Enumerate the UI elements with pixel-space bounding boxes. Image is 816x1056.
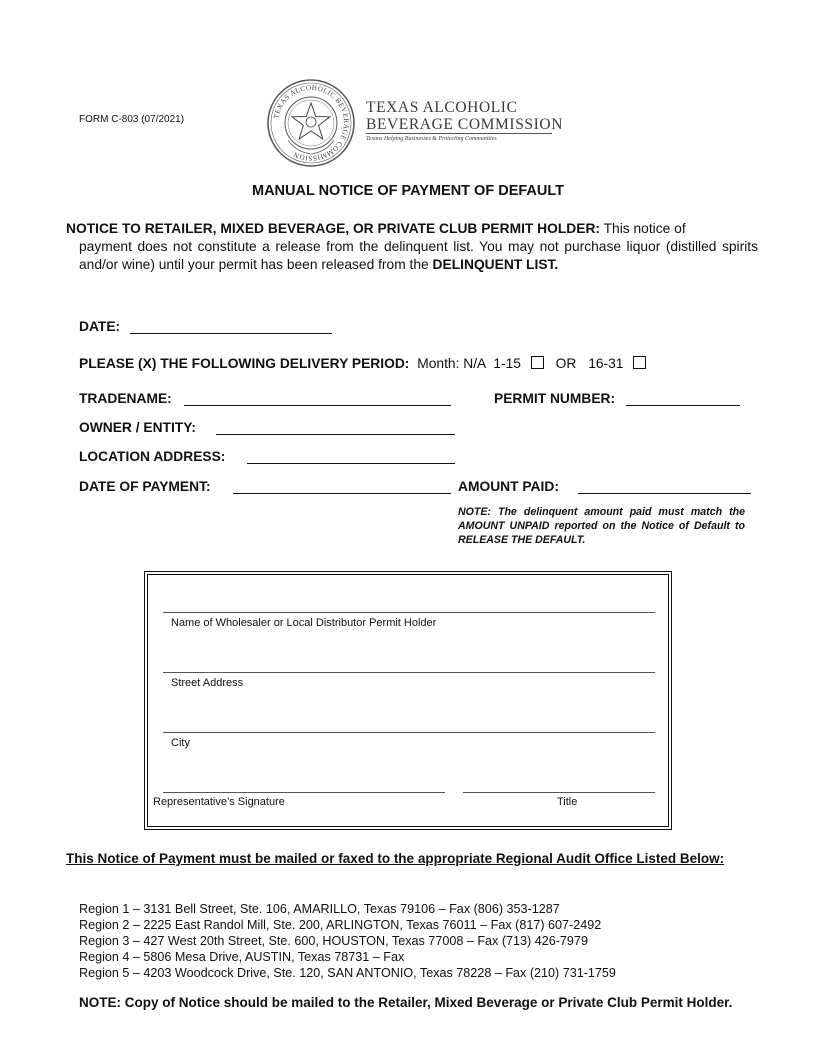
notice-text-2: payment does not constitute a release from the delinquent list. You may not purchase liquor (distilled spirits and/or wine) until your permit has been released from the [79,239,758,272]
signature-line[interactable] [163,792,445,793]
title-label: Title [557,796,578,808]
amount-note: NOTE: The delinquent amount paid must match the AMOUNT UNPAID reported on the Notice of Default to RELEASE THE DEFAULT. [458,506,745,546]
delivery-period-label: PLEASE (X) THE FOLLOWING DELIVERY PERIOD: [79,356,410,371]
delivery-month: Month: N/A [417,356,486,371]
date-of-payment-label: DATE OF PAYMENT: [79,479,211,494]
wholesaler-info-box [144,571,672,830]
region-5-address: Region 5 – 4203 Woodcock Drive, Ste. 120, SAN ANTONIO, Texas 78228 – Fax (210) 731-1759 [79,966,616,980]
delivery-period-row [79,356,646,371]
agency-name-line-1: TEXAS ALCOHOLIC [366,99,518,116]
agency-tagline: Texans Helping Businesses & Protecting Communities [366,136,497,142]
agency-divider [366,133,552,134]
city-label: City [171,737,190,749]
location-address-field[interactable] [247,463,455,464]
region-2-address: Region 2 – 2225 East Randol Mill, Ste. 200, ARLINGTON, Texas 76011 – Fax (817) 607-2492 [79,918,602,932]
form-number: FORM C-803 (07/2021) [79,114,185,125]
amount-paid-label: AMOUNT PAID: [458,479,559,494]
agency-name [366,99,563,142]
mailing-instructions: This Notice of Payment must be mailed or faxed to the appropriate Regional Audit Office Listed Below: [66,851,725,866]
region-4-address: Region 4 – 5806 Mesa Drive, AUSTIN, Texas 78731 – Fax [79,950,405,964]
period-16-31-checkbox[interactable] [633,356,646,369]
region-1-address: Region 1 – 3131 Bell Street, Ste. 106, AMARILLO, Texas 79106 – Fax (806) 353-1287 [79,902,560,916]
tradename-label: TRADENAME: [79,391,172,406]
permit-holder-notice [66,220,758,274]
street-address-label: Street Address [171,677,244,689]
location-address-label: LOCATION ADDRESS: [79,449,226,464]
date-label: DATE: [79,319,121,334]
wholesaler-name-label: Name of Wholesaler or Local Distributor Permit Holder [171,617,437,629]
final-note: NOTE: Copy of Notice should be mailed to the Retailer, Mixed Beverage or Private Club Permit Holder. [79,995,733,1010]
agency-name-line-2: BEVERAGE COMMISSION [366,116,563,133]
tabc-seal-logo [266,78,356,168]
date-of-payment-field[interactable] [233,493,451,494]
date-field[interactable] [130,333,332,334]
tradename-field[interactable] [184,405,451,406]
permit-number-label: PERMIT NUMBER: [494,391,616,406]
region-3-address: Region 3 – 427 West 20th Street, Ste. 600, HOUSTON, Texas 77008 – Fax (713) 426-7979 [79,934,588,948]
regional-offices-list [79,901,616,981]
page-title: MANUAL NOTICE OF PAYMENT OF DEFAULT [251,183,565,199]
period-16-31-label: 16-31 [588,356,624,371]
street-address-line[interactable] [163,672,655,673]
seal-text: TEXAS ALCOHOLIC BEVERAGE COMMISSION [272,83,351,163]
amount-paid-field[interactable] [578,493,751,494]
notice-continuation [66,238,758,274]
or-text: OR [555,356,577,371]
permit-number-field[interactable] [626,405,740,406]
wholesaler-name-line[interactable] [163,612,655,613]
city-line[interactable] [163,732,655,733]
period-1-15-checkbox[interactable] [531,356,544,369]
period-1-15-label: 1-15 [493,356,521,371]
title-line[interactable] [463,792,655,793]
owner-entity-label: OWNER / ENTITY: [79,420,197,435]
owner-entity-field[interactable] [216,434,455,435]
notice-lead: NOTICE TO RETAILER, MIXED BEVERAGE, OR PRIVATE CLUB PERMIT HOLDER: [66,221,601,236]
notice-text-1: This notice of [600,221,686,236]
signature-label: Representative’s Signature [153,796,285,808]
notice-emphasis: DELINQUENT LIST. [432,257,559,272]
